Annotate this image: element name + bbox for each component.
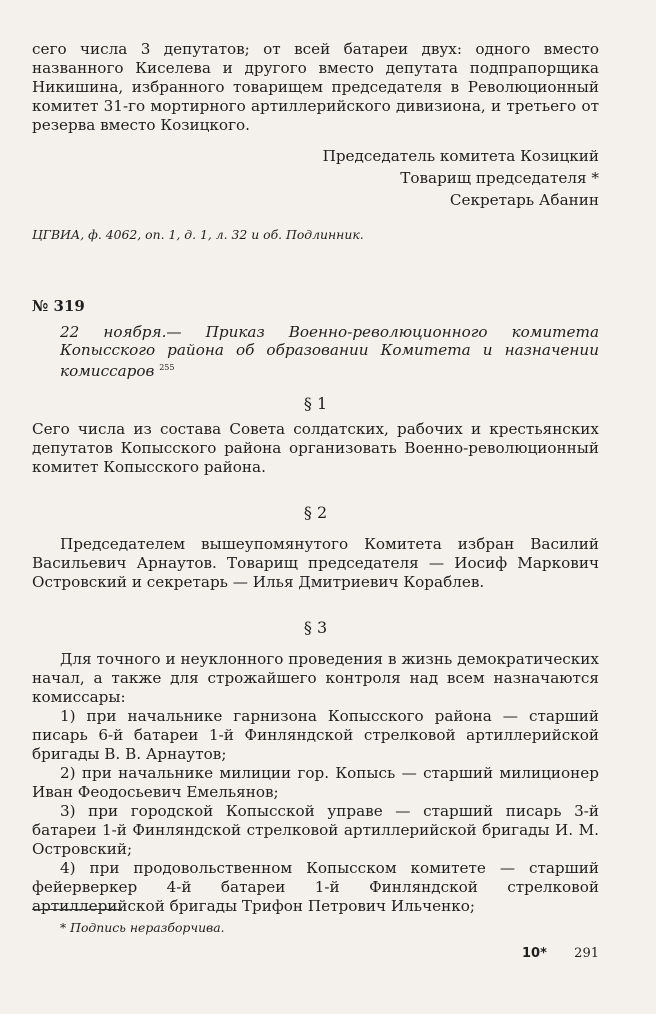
document-title: [60, 323, 599, 380]
section-3-mark: § 3: [303, 618, 328, 638]
document-title-note: 255: [159, 363, 175, 372]
page-number: 291: [574, 946, 599, 961]
section-1-paragraph: Сего числа из состава Совета солдатских, рабочих и крестьянских депутатов Копысского района организовать Военно-революционный комитет Копысского района.: [32, 420, 599, 477]
document-number: № 319: [32, 297, 85, 315]
commissar-item-3: 3) при городской Копысской управе — старший писарь 3-й батареи 1-й Финляндской стрелковой артиллерийской бригады И. М. Островский;: [32, 802, 599, 859]
commissar-item-4: 4) при продовольственном Копысском комитете — старший фейерверкер 4-й батареи 1-й Финляндской стрелковой артиллерийской бригады Трифон Петрович Ильченко;: [32, 859, 599, 916]
signature-chairman: Председатель комитета Козицкий: [322, 147, 599, 165]
footnote-divider: [32, 909, 122, 910]
signature-mark: 10*: [522, 946, 547, 961]
signature-secretary: Секретарь Абанин: [449, 191, 599, 209]
commissar-item-1: 1) при начальнике гарнизона Копысского района — старший писарь 6-й батареи 1-й Финляндской стрелковой артиллерийской бригады В. В. Арнаутов;: [32, 707, 599, 764]
section-3-intro: Для точного и неуклонного проведения в жизнь демократических начал, а также для строжайшего контроля над всем назначаются комиссары:: [32, 650, 599, 707]
page-footer: [32, 946, 599, 966]
page-body: [32, 40, 599, 916]
signature-deputy-chairman: Товарищ председателя *: [400, 169, 599, 187]
commissar-item-2: 2) при начальнике милиции гор. Копысь — старший милиционер Иван Феодосьевич Емельянов;: [32, 764, 599, 802]
continuation-paragraph: сего числа 3 депутатов; от всей батареи двух: одного вместо названного Киселева и другого вместо депутата подпрапорщика Никишина, избранного товарищем председателя в Революционный комитет 31-го мортирного артиллерийского дивизиона, и третьего от резерва вместо Козицкого.: [32, 40, 599, 134]
document-title-text: 22 ноября.— Приказ Военно-революционного комитета Копысского района об образовании Комитета и назначении комиссаров: [60, 323, 599, 381]
section-1-mark: § 1: [303, 394, 328, 414]
footnote: * Подпись неразборчива.: [60, 920, 225, 935]
section-2-mark: § 2: [303, 503, 328, 523]
archive-reference: ЦГВИА, ф. 4062, оп. 1, д. 1, л. 32 и об. Подлинник.: [32, 227, 364, 242]
signature-block: [32, 145, 599, 211]
section-2-paragraph: Председателем вышеупомянутого Комитета избран Василий Васильевич Арнаутов. Товарищ председателя — Иосиф Маркович Островский и секретарь — Илья Дмитриевич Кораблев.: [32, 535, 599, 592]
